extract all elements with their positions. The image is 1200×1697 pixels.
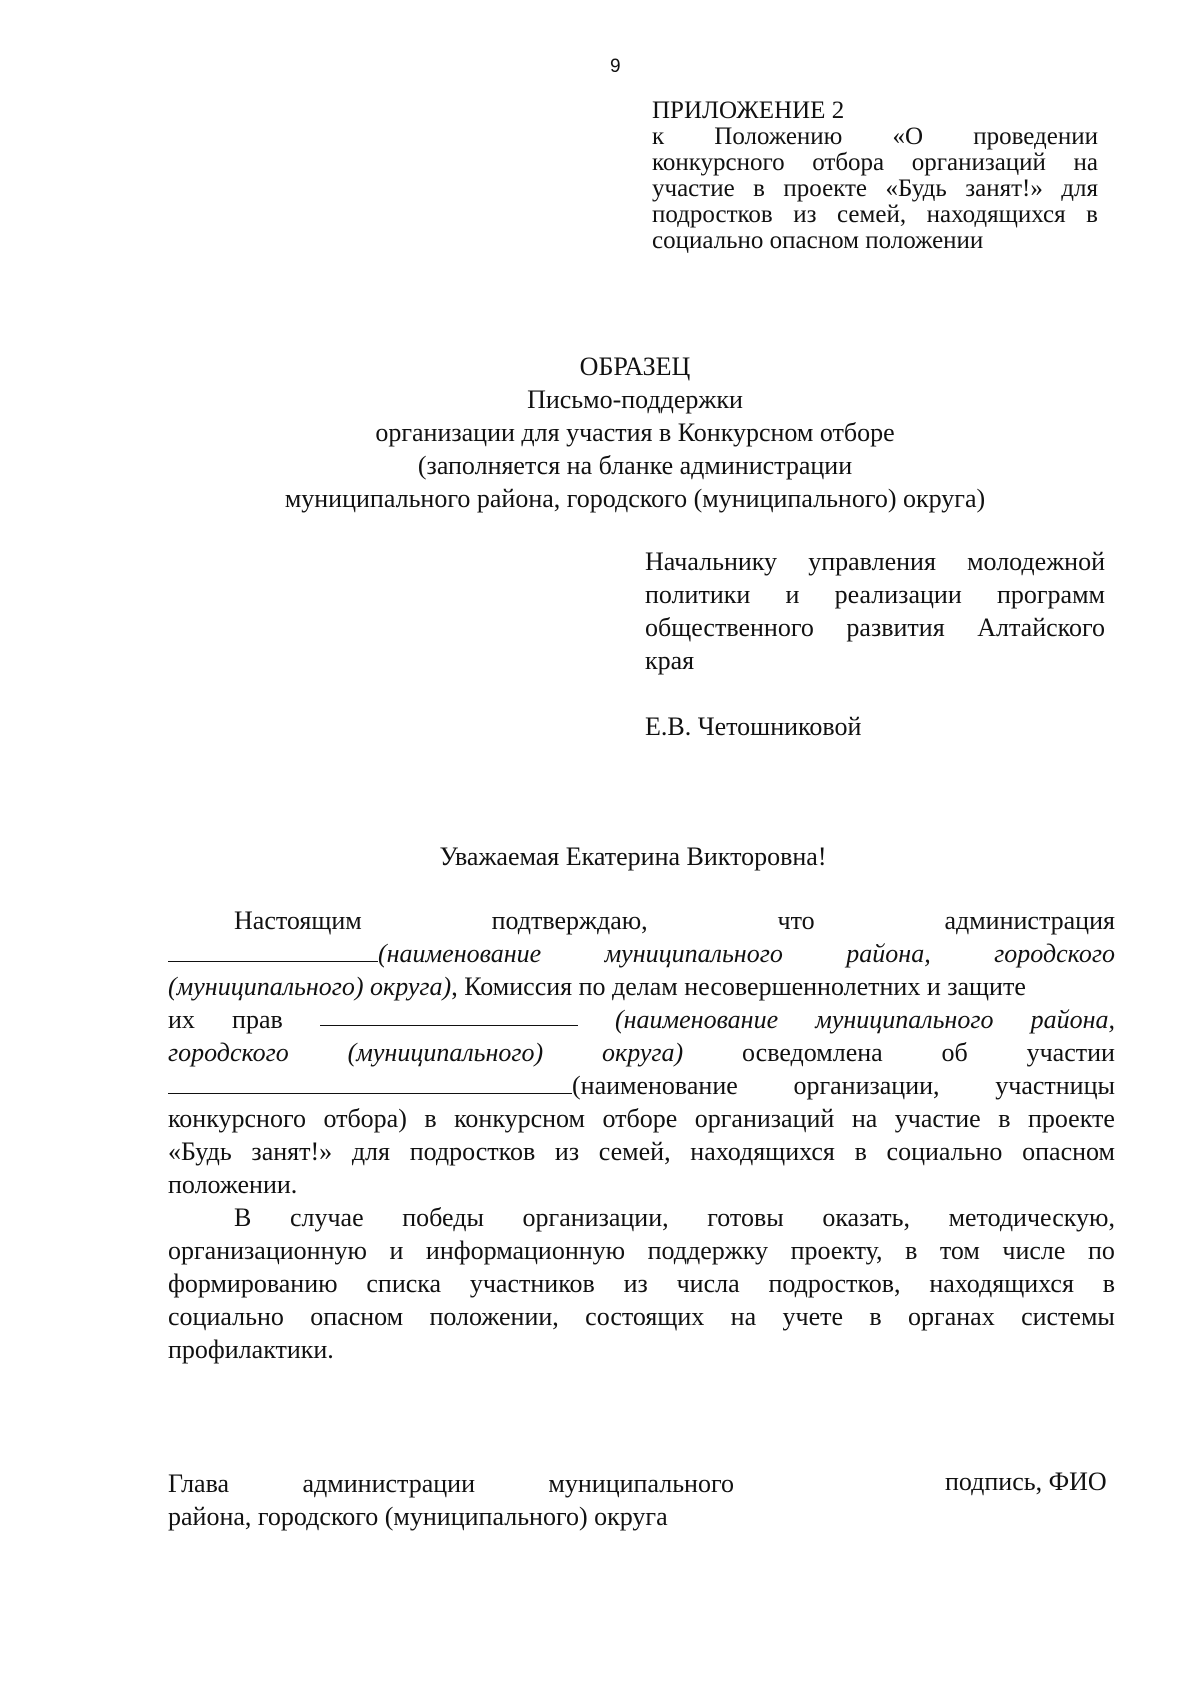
word: оказать,: [822, 1203, 910, 1232]
word: опасном: [1022, 1137, 1115, 1166]
word: победы: [402, 1203, 484, 1232]
page-number: 9: [610, 56, 621, 77]
word: формированию: [168, 1269, 338, 1298]
document-heading: [0, 350, 1200, 515]
signatory-line: района, городского (муниципального) округа: [168, 1502, 668, 1531]
body-line: [168, 1135, 1115, 1168]
heading-note-cont: муниципального района, городского (муниципального) округа): [284, 484, 986, 513]
heading-purpose: организации для участия в Конкурсном отборе: [375, 418, 895, 447]
word: проекте: [1027, 1104, 1115, 1133]
word: положении,: [429, 1302, 559, 1331]
body-line: [168, 1069, 1115, 1102]
word: в: [1102, 1269, 1115, 1298]
word: участие: [894, 1104, 981, 1133]
word: (муниципального): [347, 1038, 544, 1067]
word: системы: [1021, 1302, 1115, 1331]
word: поддержку: [647, 1236, 769, 1265]
word: участников: [469, 1269, 595, 1298]
word: что: [777, 906, 815, 935]
word: на: [730, 1302, 757, 1331]
word: подтверждаю,: [491, 906, 648, 935]
word: подростков: [409, 1137, 536, 1166]
signatory-title: [168, 1467, 734, 1533]
body-line: [168, 937, 1115, 970]
word: отборе: [602, 1104, 678, 1133]
word: социально: [168, 1302, 284, 1331]
body-line: [168, 1003, 1115, 1036]
word: из: [554, 1137, 580, 1166]
word: органах: [908, 1302, 995, 1331]
word: занят!»: [251, 1137, 333, 1166]
annex-title: ПРИЛОЖЕНИЕ 2: [652, 97, 845, 124]
word: в: [424, 1104, 437, 1133]
word: В: [234, 1203, 252, 1232]
word: отбора): [323, 1104, 407, 1133]
letter-body: [168, 904, 1115, 1366]
word: положении.: [168, 1170, 298, 1199]
fill-in-blank: [168, 1071, 572, 1094]
word: (наименование: [378, 939, 542, 968]
body-line: [168, 1168, 1115, 1201]
body-line: [168, 1300, 1115, 1333]
body-line: [168, 1036, 1115, 1069]
word: по: [1087, 1236, 1115, 1265]
word: подростков,: [768, 1269, 901, 1298]
word: числа: [676, 1269, 740, 1298]
word: , Комиссия по делам несовершеннолетних и защите: [451, 972, 1026, 1001]
word: муниципального: [548, 1469, 734, 1498]
word: списка: [366, 1269, 442, 1298]
word: организации,: [522, 1203, 669, 1232]
word: участницы: [995, 1071, 1115, 1100]
addressee-position: Начальнику управления молодежной политики и реализации программ общественного развития Алтайского края: [645, 547, 1105, 675]
word: в: [869, 1302, 882, 1331]
word: организаций: [694, 1104, 835, 1133]
word: готовы: [707, 1203, 784, 1232]
word: Настоящим: [234, 906, 362, 935]
word: администрация: [944, 906, 1115, 935]
word: на: [851, 1104, 878, 1133]
word: администрации: [302, 1469, 475, 1498]
word: профилактики.: [168, 1335, 334, 1364]
addressee-name: Е.В. Четошниковой: [645, 712, 862, 741]
body-line: [168, 1267, 1115, 1300]
body-line: [168, 1333, 1115, 1366]
word: методическую,: [948, 1203, 1115, 1232]
word: организационную: [168, 1236, 367, 1265]
word: округа): [602, 1038, 684, 1067]
word: в: [854, 1137, 867, 1166]
word: (наименование: [614, 1005, 779, 1034]
word: опасном: [310, 1302, 404, 1331]
word: района,: [846, 939, 931, 968]
word: района,: [1030, 1005, 1115, 1034]
body-line: [168, 1102, 1115, 1135]
word: (муниципального) округа): [168, 972, 452, 1001]
word: «Будь: [168, 1137, 232, 1166]
word: осведомлена: [742, 1038, 883, 1067]
word: об: [941, 1038, 968, 1067]
heading-note: (заполняется на бланке администрации: [417, 451, 853, 480]
word: для: [351, 1137, 390, 1166]
word: социально: [886, 1137, 1003, 1166]
word: участии: [1026, 1038, 1115, 1067]
body-line: [168, 1234, 1115, 1267]
body-line: [168, 1201, 1115, 1234]
word: находящихся: [690, 1137, 835, 1166]
word: учете: [782, 1302, 844, 1331]
annex-block: [652, 98, 1098, 254]
fill-in-segment: [168, 937, 541, 970]
body-line: [168, 970, 1115, 1003]
heading-sample: ОБРАЗЕЦ: [579, 352, 691, 381]
word: в: [998, 1104, 1011, 1133]
word: конкурсном: [454, 1104, 586, 1133]
word: городского: [994, 939, 1115, 968]
word: в: [905, 1236, 918, 1265]
word: информационную: [425, 1236, 626, 1265]
fill-in-segment: [168, 1069, 738, 1102]
word: из: [623, 1269, 648, 1298]
word: муниципального: [815, 1005, 994, 1034]
word: находящихся: [929, 1269, 1074, 1298]
body-line: [168, 904, 1115, 937]
word: их: [168, 1005, 195, 1034]
word: числе: [1002, 1236, 1066, 1265]
signature-placeholder: подпись, ФИО: [945, 1467, 1107, 1496]
fill-in-blank: [320, 1003, 578, 1026]
word: случае: [289, 1203, 364, 1232]
greeting: Уважаемая Екатерина Викторовна!: [439, 842, 827, 871]
fill-in-blank: [168, 939, 378, 962]
word: проекту,: [790, 1236, 883, 1265]
word: состоящих: [585, 1302, 705, 1331]
word: и: [389, 1236, 404, 1265]
heading-letter-type: Письмо-поддержки: [527, 385, 743, 414]
word: семей,: [598, 1137, 671, 1166]
word: муниципального: [604, 939, 783, 968]
word: том: [939, 1236, 980, 1265]
word: Глава: [168, 1469, 230, 1498]
signatory-line: [168, 1467, 734, 1500]
word: организации,: [793, 1071, 940, 1100]
word: (наименование: [572, 1071, 738, 1100]
word: конкурсного: [168, 1104, 306, 1133]
annex-text: к Положению «О проведении конкурсного отбора организаций на участие в проекте «Будь занят!» для подростков из семей, находящихся в социально опасном положении: [652, 123, 1098, 254]
word: прав: [232, 1005, 283, 1034]
word: городского: [168, 1038, 289, 1067]
